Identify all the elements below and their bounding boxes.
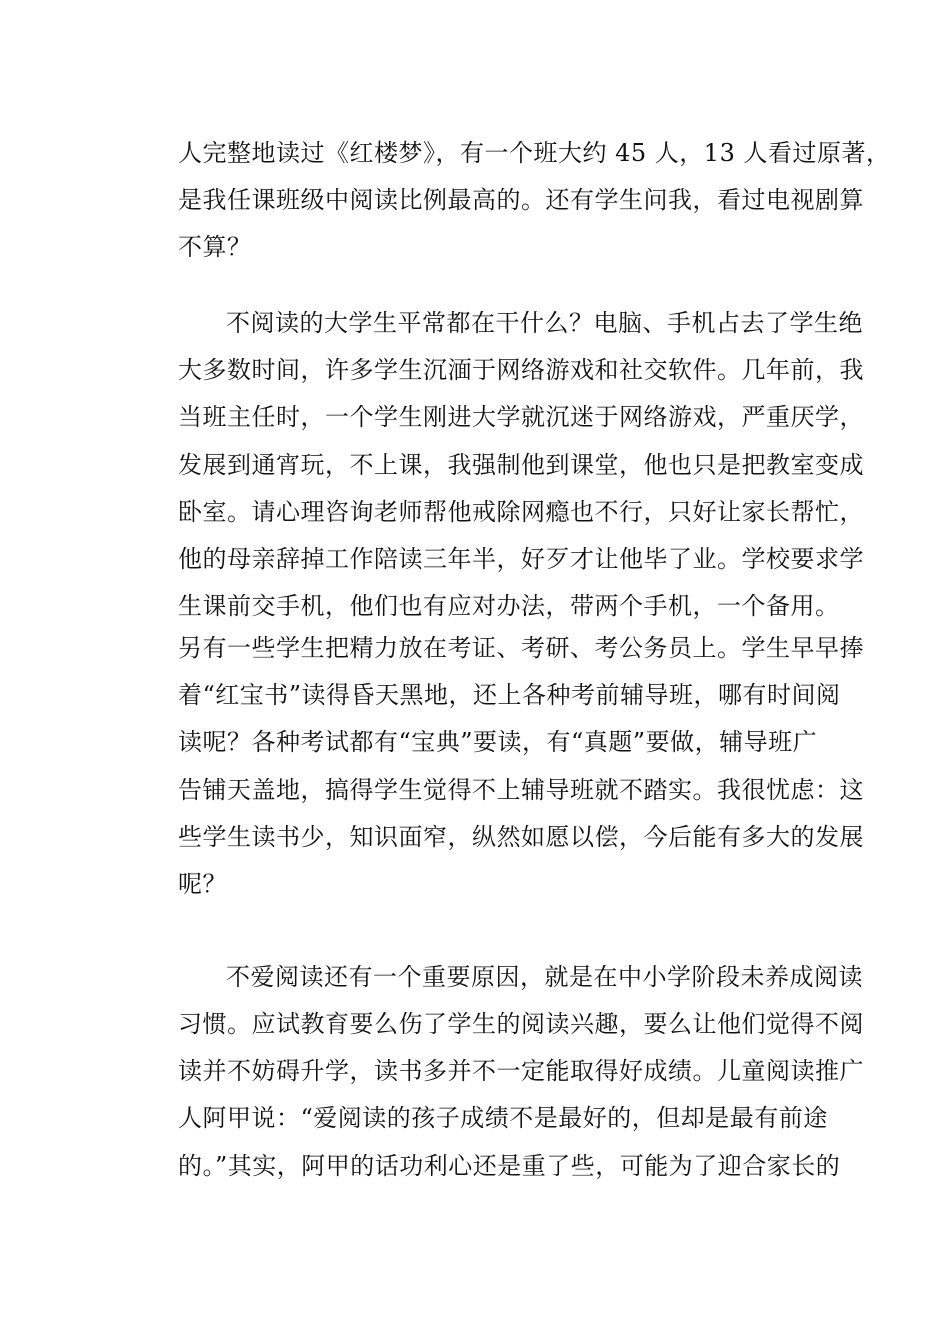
text-line: 另有一些学生把精力放在考证、考研、考公务员上。学生早早捧: [178, 634, 864, 662]
text-line: 呢？: [178, 870, 227, 898]
text-line: 是我任课班级中阅读比例最高的。还有学生问我，看过电视剧算: [178, 186, 864, 214]
text-line: 读并不妨碍升学，读书多并不一定能取得好成绩。儿童阅读推广: [178, 1057, 864, 1085]
text-line: 他的母亲辞掉工作陪读三年半，好歹才让他毕了业。学校要求学: [178, 545, 864, 573]
text-line: 不爱阅读还有一个重要原因，就是在中小学阶段未养成阅读: [226, 963, 863, 991]
text-line: 读呢？各种考试都有“宝典”要读，有“真题”要做，辅导班广: [178, 728, 818, 756]
text-line: 着“红宝书”读得昏天黑地，还上各种考前辅导班，哪有时间阅: [178, 681, 841, 709]
text-line: 人阿甲说：“爱阅读的孩子成绩不是最好的，但却是最有前途: [178, 1104, 828, 1132]
text-line: 发展到通宵玩，不上课，我强制他到课堂，他也只是把教室变成: [178, 451, 864, 479]
text-line: 的。”其实，阿甲的话功利心还是重了些，可能为了迎合家长的: [178, 1152, 841, 1180]
text-line: 大多数时间，许多学生沉湎于网络游戏和社交软件。几年前，我: [178, 356, 864, 384]
text-line: 不阅读的大学生平常都在干什么？电脑、手机占去了学生绝: [226, 309, 863, 337]
text-line: 生课前交手机，他们也有应对办法，带两个手机，一个备用。: [178, 592, 840, 620]
text-line: 不算？: [178, 233, 252, 261]
text-line: 告铺天盖地，搞得学生觉得不上辅导班就不踏实。我很忧虑：这: [178, 776, 864, 804]
text-line: 些学生读书少，知识面窄，纵然如愿以偿，今后能有多大的发展: [178, 823, 864, 851]
text-line: 人完整地读过《红楼梦》，有一个班大约 45 人，13 人看过原著，: [178, 139, 891, 167]
text-line: 当班主任时，一个学生刚进大学就沉迷于网络游戏，严重厌学，: [178, 403, 864, 431]
text-line: 习惯。应试教育要么伤了学生的阅读兴趣，要么让他们觉得不阅: [178, 1010, 864, 1038]
text-line: 卧室。请心理咨询老师帮他戒除网瘾也不行，只好让家长帮忙，: [178, 498, 864, 526]
